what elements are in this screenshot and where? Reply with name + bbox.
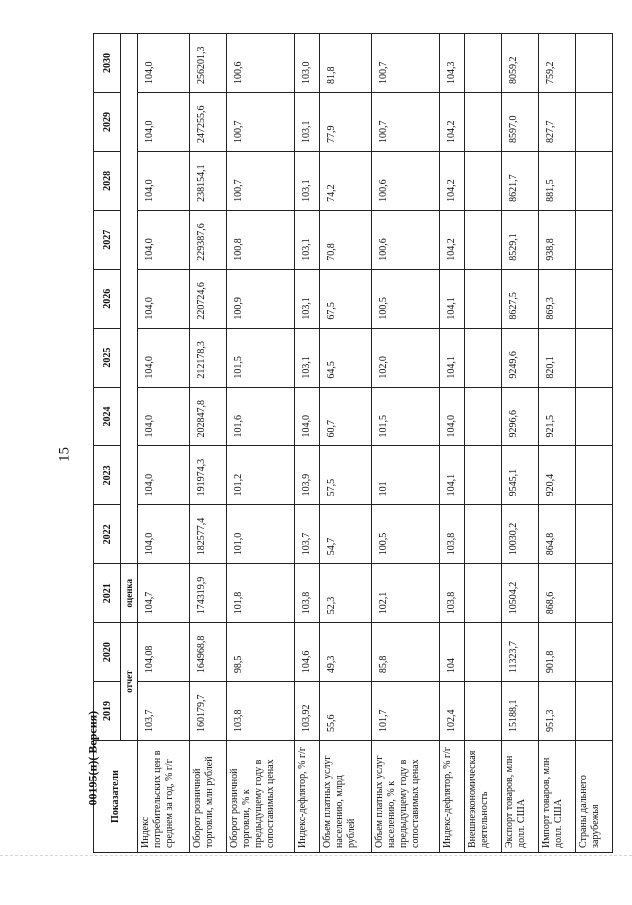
header-year: 2026 [94,269,121,328]
table-cell: 100,5 [372,269,439,328]
table-cell: 103,1 [294,93,319,152]
table-cell: 104,2 [439,93,464,152]
row-label: Индекс потребительских цен в среднем за год, % г/г [138,741,190,853]
table-cell: 103,1 [294,151,319,210]
table-cell: 10030,2 [502,505,539,564]
table-cell [465,210,502,269]
row-label: Страны дальнего зарубежья [576,741,613,853]
table-row [138,34,190,853]
row-label: Внешнеэкономическая деятельность [465,741,502,853]
table-cell [576,34,613,93]
table-cell: 100,5 [372,505,439,564]
table-cell: 864,8 [539,505,576,564]
table-cell: 104,7 [138,564,190,623]
header-year: 2023 [94,446,121,505]
table-cell [576,505,613,564]
table-cell [465,34,502,93]
table-cell [576,387,613,446]
header-year: 2030 [94,34,121,93]
table-cell [465,446,502,505]
row-label: Объем платных услуг населению, млрд рублей [320,741,372,853]
header-year: 2019 [94,682,121,741]
table-row [190,34,227,853]
table-cell: 104,6 [294,623,319,682]
table-cell: 77,9 [320,93,372,152]
table-cell: 67,5 [320,269,372,328]
table-cell: 8627,5 [502,269,539,328]
table-cell: 9296,6 [502,387,539,446]
table-cell: 104,2 [439,151,464,210]
subheader-report: отчет [121,623,138,741]
table-cell: 52,3 [320,564,372,623]
header-year: 2027 [94,210,121,269]
table-cell: 103,9 [294,446,319,505]
table-cell: 49,3 [320,623,372,682]
table-cell [576,210,613,269]
table-cell: 100,7 [227,93,294,152]
table-row [372,34,439,853]
table-cell: 103,0 [294,34,319,93]
table-cell: 164968,8 [190,623,227,682]
document-footer-code: 00195(п)( Версия) [85,710,100,806]
table-row [227,34,294,853]
table-cell: 212178,3 [190,328,227,387]
table-cell: 102,0 [372,328,439,387]
table-cell: 100,9 [227,269,294,328]
table-cell: 100,6 [372,151,439,210]
table-cell: 104,1 [439,269,464,328]
table-cell [576,446,613,505]
table-cell: 100,7 [227,151,294,210]
table-cell: 759,2 [539,34,576,93]
table-cell: 827,7 [539,93,576,152]
table-cell: 101,5 [227,328,294,387]
row-label: Оборот розничной торговли, % к предыдущему году в сопоставимых ценах [227,741,294,853]
table-cell: 9545,1 [502,446,539,505]
table-cell: 104,0 [138,446,190,505]
table-row [576,34,613,853]
table-cell: 160179,7 [190,682,227,741]
row-label: Экспорт товаров, млн долл. США [502,741,539,853]
table-cell: 100,6 [372,210,439,269]
table-cell: 101,6 [227,387,294,446]
table-cell: 102,1 [372,564,439,623]
table-cell: 103,8 [439,564,464,623]
table-cell: 104,0 [138,34,190,93]
table-cell: 103,1 [294,328,319,387]
table-cell [465,682,502,741]
table-cell: 104,1 [439,328,464,387]
table-cell: 8621,7 [502,151,539,210]
row-label: Оборот розничной торговли, млн рублей [190,741,227,853]
table-cell: 881,5 [539,151,576,210]
table-cell: 104,0 [138,93,190,152]
table-cell: 104,0 [138,269,190,328]
table-cell: 104,0 [138,210,190,269]
table-cell [465,93,502,152]
table-cell: 938,8 [539,210,576,269]
table-cell: 182577,4 [190,505,227,564]
table-cell: 60,7 [320,387,372,446]
table-cell: 103,8 [294,564,319,623]
table-cell: 100,8 [227,210,294,269]
table-cell: 104,0 [439,387,464,446]
table-cell: 101,0 [227,505,294,564]
table-cell: 98,5 [227,623,294,682]
table-cell [576,328,613,387]
row-label: Индекс-дефлятор, % г/г [439,741,464,853]
indicators-table [93,33,613,853]
table-cell: 103,1 [294,269,319,328]
table-cell [465,269,502,328]
row-label: Импорт товаров, млн долл. США [539,741,576,853]
table-cell: 103,7 [138,682,190,741]
table-cell: 868,6 [539,564,576,623]
table-row [320,34,372,853]
table-cell: 101 [372,446,439,505]
table-cell: 104,2 [439,210,464,269]
table-cell: 104,1 [439,446,464,505]
header-year: 2022 [94,505,121,564]
header-year: 2021 [94,564,121,623]
table-cell [465,505,502,564]
table-cell: 104,0 [138,505,190,564]
table-cell [576,93,613,152]
table-cell: 103,8 [227,682,294,741]
table-cell [576,682,613,741]
table-row [439,34,464,853]
table-cell: 64,5 [320,328,372,387]
header-year: 2028 [94,151,121,210]
table-cell: 100,6 [227,34,294,93]
table-cell: 15188,1 [502,682,539,741]
table-cell: 220724,6 [190,269,227,328]
table-cell [465,564,502,623]
table-cell: 104,0 [138,151,190,210]
header-year: 2029 [94,93,121,152]
table-cell: 202847,8 [190,387,227,446]
table-cell: 101,8 [227,564,294,623]
table-cell: 104,0 [138,328,190,387]
header-year: 2025 [94,328,121,387]
table-cell: 102,4 [439,682,464,741]
table-cell: 9249,6 [502,328,539,387]
subheader-estimate: оценка [121,564,138,623]
table-cell: 920,4 [539,446,576,505]
table-cell: 104 [439,623,464,682]
scan-fold-line [0,855,632,856]
table-cell: 55,6 [320,682,372,741]
table-cell [465,623,502,682]
header-year: 2024 [94,387,121,446]
table-cell: 100,7 [372,93,439,152]
table-cell: 101,5 [372,387,439,446]
table-cell [576,623,613,682]
table-cell: 103,8 [439,505,464,564]
table-row [465,34,502,853]
table-cell: 256201,3 [190,34,227,93]
row-label: Объем платных услуг населению, % к предыдущему году в сопоставимых ценах [372,741,439,853]
header-year: 2020 [94,623,121,682]
table-cell: 174319,9 [190,564,227,623]
table-cell [465,328,502,387]
table-cell [576,151,613,210]
table-cell: 901,8 [539,623,576,682]
table-cell [576,269,613,328]
table-cell: 81,8 [320,34,372,93]
table-cell: 238154,1 [190,151,227,210]
table-cell: 11323,7 [502,623,539,682]
table-cell: 8529,1 [502,210,539,269]
table-cell: 104,0 [294,387,319,446]
table-cell: 104,08 [138,623,190,682]
table-row [539,34,576,853]
table-cell: 229387,6 [190,210,227,269]
table-body [138,34,613,853]
table-cell: 101,7 [372,682,439,741]
table-cell: 103,1 [294,210,319,269]
table-subheader-row [121,34,138,853]
table-cell: 101,2 [227,446,294,505]
table-cell: 869,3 [539,269,576,328]
table-cell: 100,7 [372,34,439,93]
table-row [502,34,539,853]
table-cell: 247255,6 [190,93,227,152]
table-cell: 921,5 [539,387,576,446]
table-cell: 104,3 [439,34,464,93]
table-row [294,34,319,853]
header-indicators: Показатели [94,741,138,853]
table-cell: 191974,3 [190,446,227,505]
table-cell: 8597,0 [502,93,539,152]
table-cell: 57,5 [320,446,372,505]
table-cell: 70,8 [320,210,372,269]
table-cell: 8059,2 [502,34,539,93]
table-cell: 54,7 [320,505,372,564]
table-cell [465,387,502,446]
table-cell: 74,2 [320,151,372,210]
rotated-table-container [93,33,613,853]
table-cell: 820,1 [539,328,576,387]
table-cell: 104,0 [138,387,190,446]
table-cell: 103,92 [294,682,319,741]
subheader-empty [121,34,138,564]
table-cell [576,564,613,623]
page-number: 15 [56,447,73,462]
table-cell: 85,8 [372,623,439,682]
row-label: Индекс-дефлятор, % г/г [294,741,319,853]
table-cell: 951,3 [539,682,576,741]
table-cell: 10504,2 [502,564,539,623]
table-cell [465,151,502,210]
table-cell: 103,7 [294,505,319,564]
